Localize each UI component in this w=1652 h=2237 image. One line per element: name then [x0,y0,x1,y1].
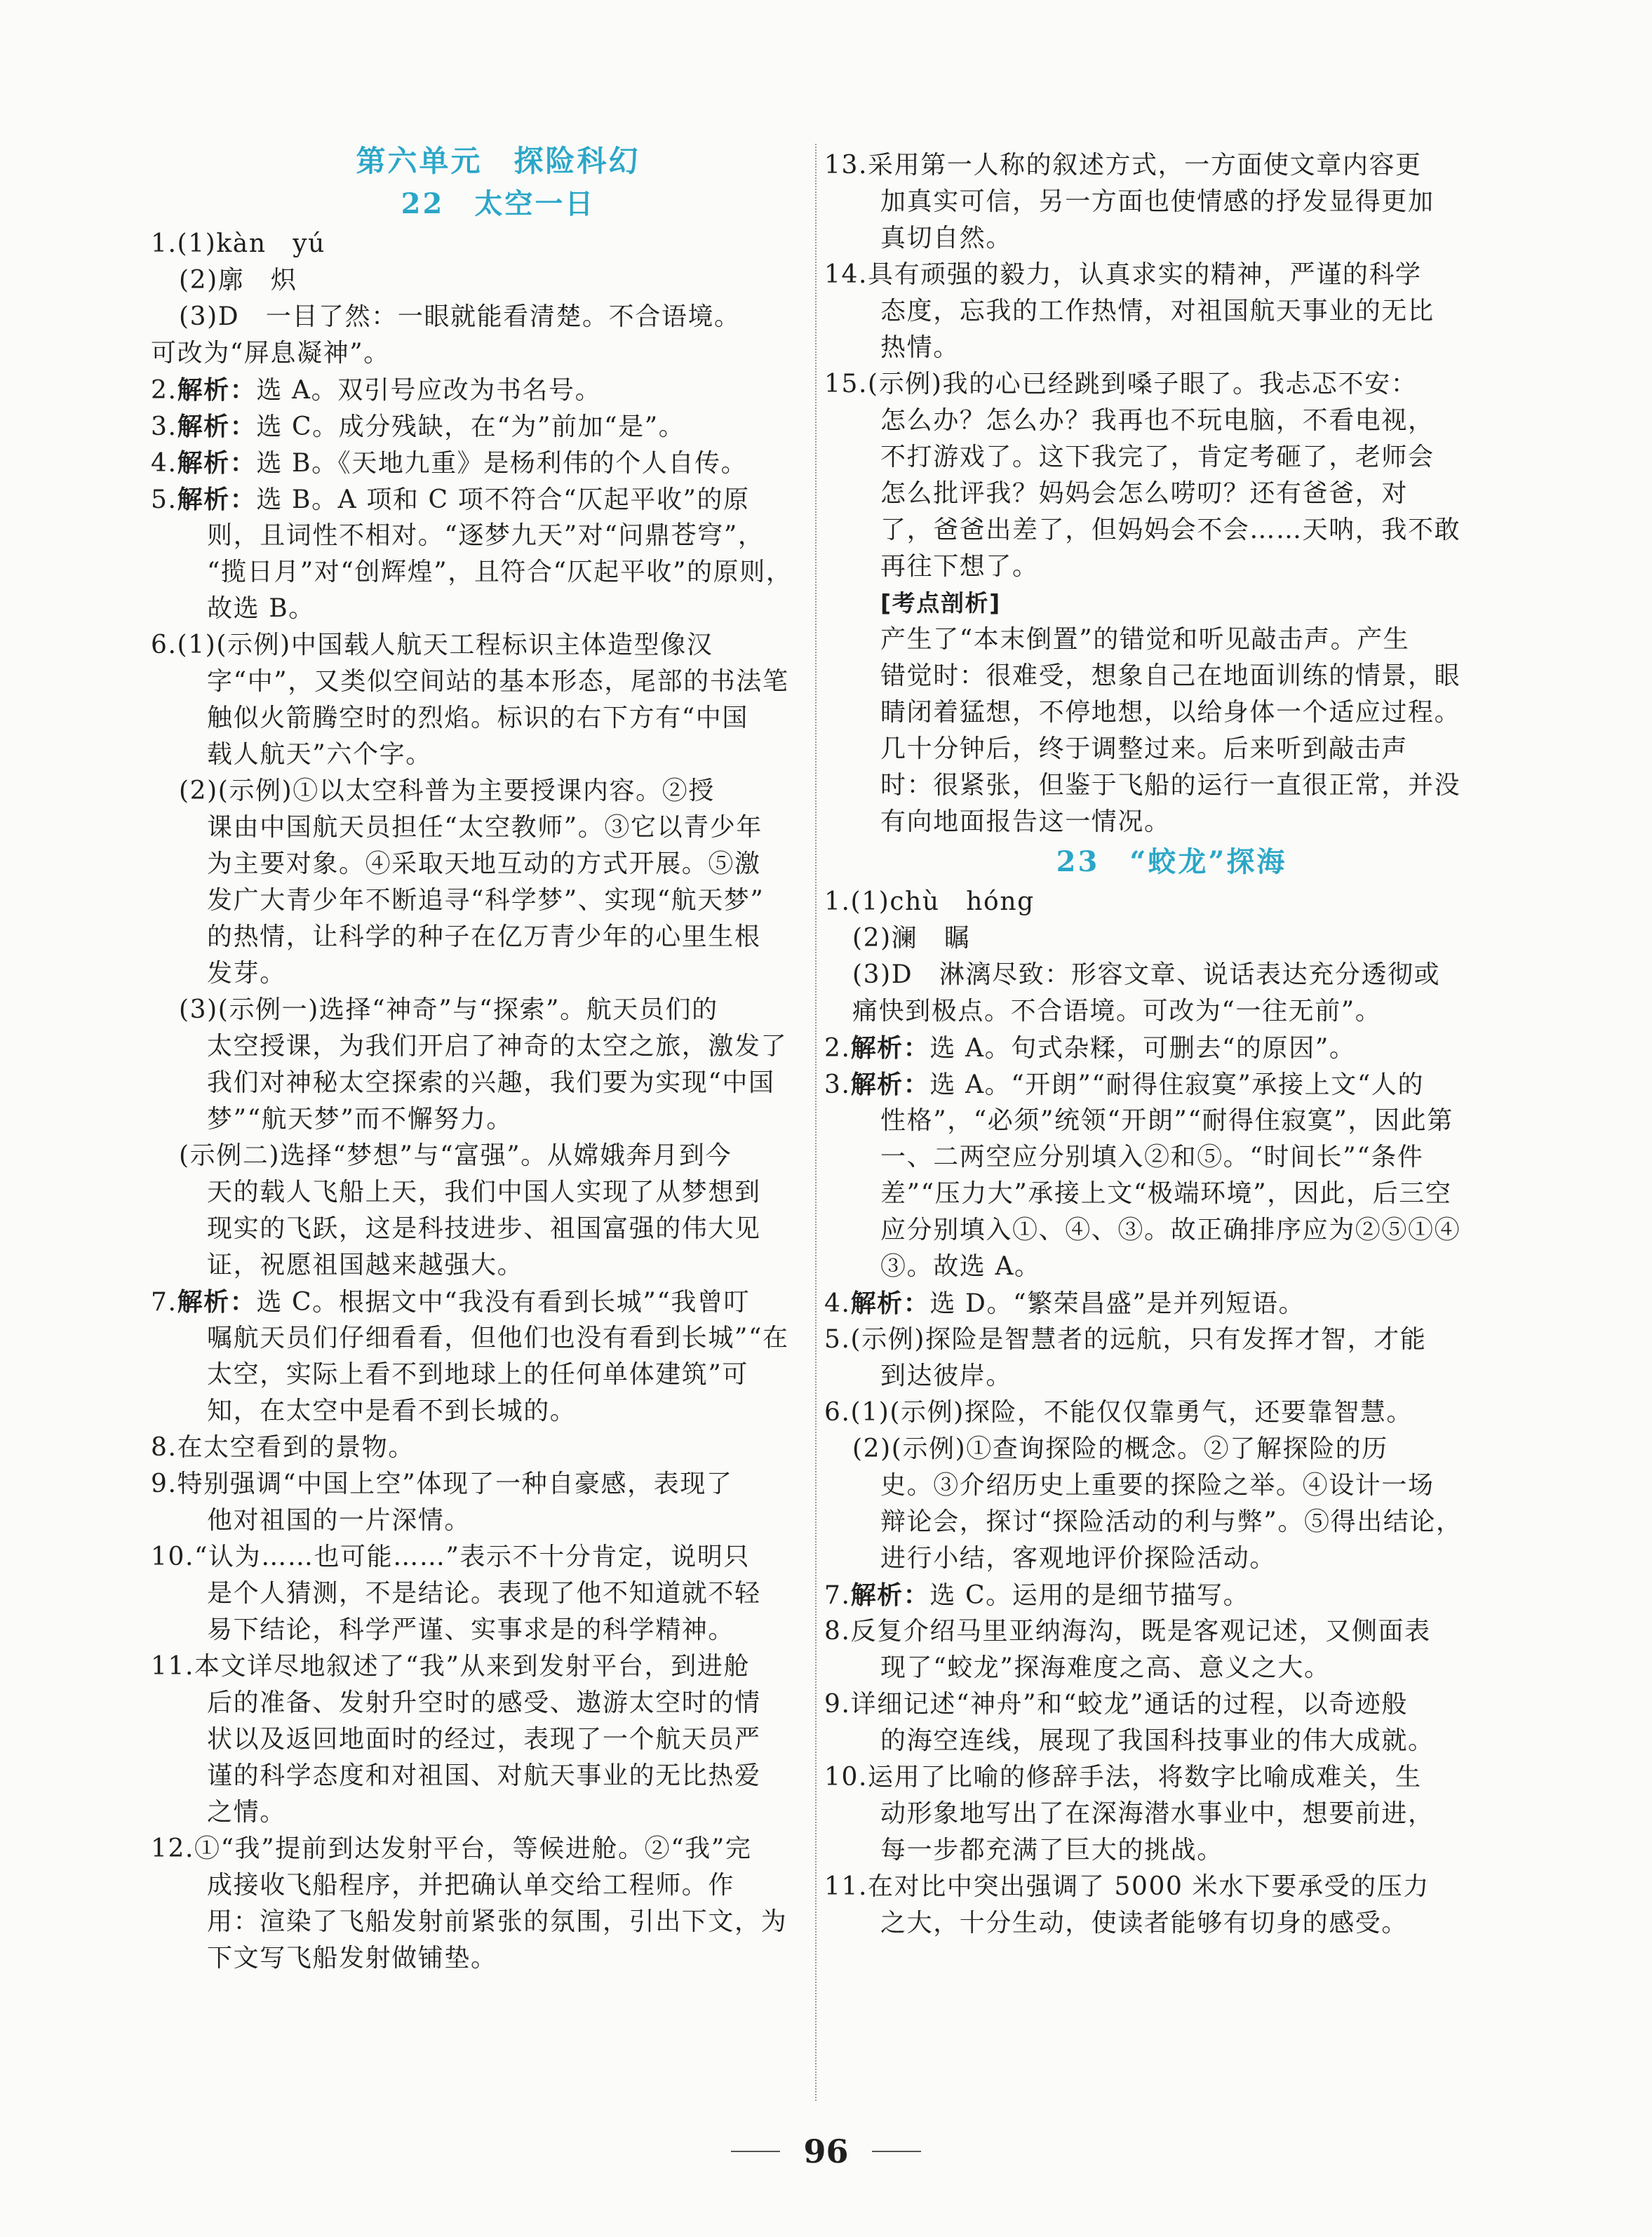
answer-line: 后的准备、发射升空时的感受、遨游太空时的情 [207,1688,761,1717]
analysis-label: 解析： [850,1580,930,1610]
answer-line: (2)(示例)①查询探险的概念。②了解探险的历 [852,1435,1388,1463]
answer-line: 真切自然。 [880,224,1013,253]
answer-line: (2)廓 炽 [179,266,297,295]
answer-line: 11.本文详尽地叙述了“我”从来到发射平台，到进舱 [151,1652,751,1681]
analysis-label: 解析： [177,412,257,441]
answer-line: 8.在太空看到的景物。 [151,1433,415,1462]
right-answer-list-top [824,147,1519,840]
answer-line: 差”“压力大”承接上文“极端环境”，因此，后三空 [880,1179,1452,1208]
answer-line: 到达彼岸。 [880,1362,1013,1390]
answer-line: (3)(示例一)选择“神奇”与“探索”。航天员们的 [179,995,718,1024]
analysis-label: 解析： [850,1289,930,1318]
answer-line: 成接收飞船程序，并把确认单交给工程师。作 [207,1871,735,1900]
answer-line: 的热情，让科学的种子在亿万青少年的心里生根 [207,922,761,951]
answer-line: 4.解析：选 D。“繁荣昌盛”是并列短语。 [824,1289,1305,1318]
answer-line: 5.解析：选 B。A 项和 C 项不符合“仄起平收”的原 [151,485,750,514]
answer-line: 动形象地写出了在深海潜水事业中，想要前进， [880,1799,1435,1828]
answer-line: 10.运用了比喻的修辞手法，将数字比喻成难关，生 [824,1763,1422,1792]
answer-line: (3)D 淋漓尽致：形容文章、说话表达充分透彻或 [852,960,1441,989]
answer-line: 之大，十分生动，使读者能够有切身的感受。 [880,1909,1409,1937]
answer-line: 时：很紧张，但鉴于飞船的运行一直很正常，并没 [880,771,1461,800]
answer-line: 错觉时：很难受，想象自己在地面训练的情景，眼 [880,661,1461,690]
answer-line: 4.解析：选 B。《天地九重》是杨利伟的个人自传。 [151,448,748,478]
answer-line: 触似火箭腾空时的烈焰。标识的右下方有“中国 [207,704,749,732]
page-number: 96 [803,2132,849,2170]
answer-line: 为主要对象。④采取天地互动的方式开展。⑤激 [207,849,761,878]
answer-line: 6.(1)(示例)中国载人航天工程标识主体造型像汉 [151,631,713,659]
answer-line: 的海空连线，展现了我国科技事业的伟大成就。 [880,1726,1435,1755]
footer-rule-right [872,2151,921,2152]
answer-line: 7.解析：选 C。根据文中“我没有看到长城”“我曾叮 [151,1287,751,1317]
answer-line: 3.解析：选 A。“开朗”“耐得住寂寞”承接上文“人的 [824,1070,1425,1099]
answer-line: 证，祝愿祖国越来越强大。 [207,1251,524,1279]
analysis-label: 解析： [177,448,257,478]
answer-line: 知，在太空中是看不到长城的。 [207,1397,577,1425]
answer-line: “揽日月”对“创辉煌”，且符合“仄起平收”的原则， [207,558,793,586]
answer-line: 下文写飞船发射做铺垫。 [207,1944,497,1973]
answer-line: 产生了“本末倒置”的错觉和听见敲击声。产生 [880,625,1410,654]
answer-line: 加真实可信，另一方面也使情感的抒发显得更加 [880,187,1435,216]
answer-line: 1.(1)kàn yú [151,229,325,258]
answer-line: 12.①“我”提前到达发射平台，等候进舱。②“我”完 [151,1834,752,1863]
left-column [151,140,845,1977]
answer-line: 易下结论，科学严谨、实事求是的科学精神。 [207,1615,735,1644]
right-column [824,147,1519,1942]
answer-line: 每一步都充满了巨大的挑战。 [880,1836,1223,1865]
answer-line: ③。故选 A。 [880,1252,1041,1281]
answer-line: 8.反复介绍马里亚纳海沟，既是客观记述，又侧面表 [824,1617,1431,1646]
answer-line: 课由中国航天员担任“太空教师”。③它以青少年 [207,813,763,842]
answer-line: 嘱航天员们仔细看看，但他们也没有看到长城”“在 [207,1324,789,1352]
answer-line: (3)D 一目了然：一眼就能看清楚。不合语境。 [179,302,741,331]
answer-line: 14.具有顽强的毅力，认真求实的精神，严谨的科学 [824,260,1422,289]
answer-line: 2.解析：选 A。句式杂糅，可删去“的原因”。 [824,1033,1356,1063]
answer-line: 不打游戏了。这下我完了，肯定考砸了，老师会 [880,443,1435,471]
answer-line: 载人航天”六个字。 [207,740,432,769]
analysis-label: 解析： [850,1070,930,1099]
answer-line: 发广大青少年不断追寻“科学梦”、实现“航天梦” [207,886,765,915]
analysis-label: 解析： [850,1033,930,1063]
answer-line: 他对祖国的一片深情。 [207,1506,471,1535]
answer-line: 字“中”，又类似空间站的基本形态，尾部的书法笔 [207,667,789,696]
answer-line: 进行小结，客观地评价探险活动。 [880,1544,1277,1573]
analysis-label: 解析： [177,375,257,405]
answer-line: 痛快到极点。不合语境。可改为“一往无前”。 [852,997,1382,1026]
right-answer-list-bottom [824,884,1519,1942]
answer-line: 辩论会，探讨“探险活动的利与弊”。⑤得出结论， [880,1507,1463,1536]
answer-line: 之情。 [207,1798,286,1827]
answer-line: 状以及返回地面时的经过，表现了一个航天员严 [207,1725,761,1754]
answer-line: 是个人猜测，不是结论。表现了他不知道就不轻 [207,1579,761,1608]
answer-line: 9.详细记述“神舟”和“蛟龙”通话的过程，以奇迹般 [824,1690,1408,1719]
answer-line: 应分别填入①、④、③。故正确排序应为②⑤①④ [880,1216,1461,1244]
unit-title: 第六单元 探险科幻 [356,144,640,178]
answer-line: 现实的飞跃，这是科技进步、祖国富强的伟大见 [207,1214,761,1243]
answer-line: 6.(1)(示例)探险，不能仅仅靠勇气，还要靠智慧。 [824,1398,1413,1427]
answer-line: (2)(示例)①以太空科普为主要授课内容。②授 [179,777,715,805]
answer-line: 太空授课，为我们开启了神奇的太空之旅，激发了 [207,1032,788,1061]
answer-line: 有向地面报告这一情况。 [880,807,1171,836]
answer-line: 可改为“屏息凝神”。 [151,339,390,368]
answer-line: (2)澜 瞩 [852,924,971,953]
answer-line: 1.(1)chù hóng [824,887,1035,916]
answer-line: 太空，实际上看不到地球上的任何单体建筑”可 [207,1360,749,1389]
answer-line: 天的载人飞船上天，我们中国人实现了从梦想到 [207,1178,761,1207]
answer-line: 7.解析：选 C。运用的是细节描写。 [824,1580,1250,1610]
answer-line: 谨的科学态度和对祖国、对航天事业的无比热爱 [207,1761,761,1790]
answer-line: 一、二两空应分别填入②和⑤。“时间长”“条件 [880,1143,1424,1171]
answer-line: 5.(示例)探险是智慧者的远航，只有发挥才智，才能 [824,1325,1427,1354]
lesson-22-title: 22 太空一日 [401,187,596,220]
answer-line: 13.采用第一人称的叙述方式，一方面使文章内容更 [824,151,1422,180]
lesson-23-title: 23 “蛟龙”探海 [1056,845,1287,878]
answer-line: 3.解析：选 C。成分残缺，在“为”前加“是”。 [151,412,685,441]
answer-line: 15.(示例)我的心已经跳到嗓子眼了。我忐忑不安： [824,370,1418,398]
answer-line: 史。③介绍历史上重要的探险之举。④设计一场 [880,1471,1435,1500]
answer-line: 则，且词性不相对。“逐梦九天”对“问鼎苍穹”， [207,521,765,550]
answer-line: 怎么办？怎么办？我再也不玩电脑，不看电视， [880,406,1435,435]
answer-line: 热情。 [880,333,960,362]
left-answer-list [151,226,845,1977]
answer-line: 几十分钟后，终于调整过来。后来听到敲击声 [880,734,1409,763]
answer-line: 性格”，“必须”统领“开朗”“耐得住寂寞”，因此第 [880,1106,1453,1135]
answer-line: 态度，忘我的工作热情，对祖国航天事业的无比 [880,297,1435,325]
analysis-label: 解析： [177,1287,257,1317]
answer-line: 10.“认为……也可能……”表示不十分肯定，说明只 [151,1543,751,1571]
key-point-tag: [考点剖析] [880,589,1001,617]
column-divider [815,144,817,2101]
answer-line: 梦”“航天梦”而不懈努力。 [207,1105,513,1134]
answer-line: 11.在对比中突出强调了 5000 米水下要承受的压力 [824,1872,1430,1901]
page-footer [0,2132,1652,2170]
answer-line: 睛闭着猛想，不停地想，以给身体一个适应过程。 [880,698,1461,727]
answer-line: 2.解析：选 A。双引号应改为书名号。 [151,375,602,405]
answer-line: 发芽。 [207,959,286,988]
answer-line: 我们对神秘太空探索的兴趣，我们要为实现“中国 [207,1068,775,1097]
answer-line: 故选 B。 [207,594,315,623]
answer-line: 怎么批评我？妈妈会怎么唠叨？还有爸爸，对 [880,479,1409,508]
answer-line [824,585,1519,622]
answer-line: 用：渲染了飞船发射前紧张的氛围，引出下文，为 [207,1907,788,1936]
answer-line: (示例二)选择“梦想”与“富强”。从嫦娥奔月到今 [179,1141,732,1170]
answer-line: 9.特别强调“中国上空”体现了一种自豪感，表现了 [151,1470,733,1498]
answer-line: 现了“蛟龙”探海难度之高、意义之大。 [880,1653,1331,1682]
footer-rule-left [731,2151,780,2152]
answer-line: 再往下想了。 [880,552,1039,581]
answer-line: 了，爸爸出差了，但妈妈会不会……天呐，我不敢 [880,516,1461,544]
analysis-label: 解析： [177,485,257,514]
